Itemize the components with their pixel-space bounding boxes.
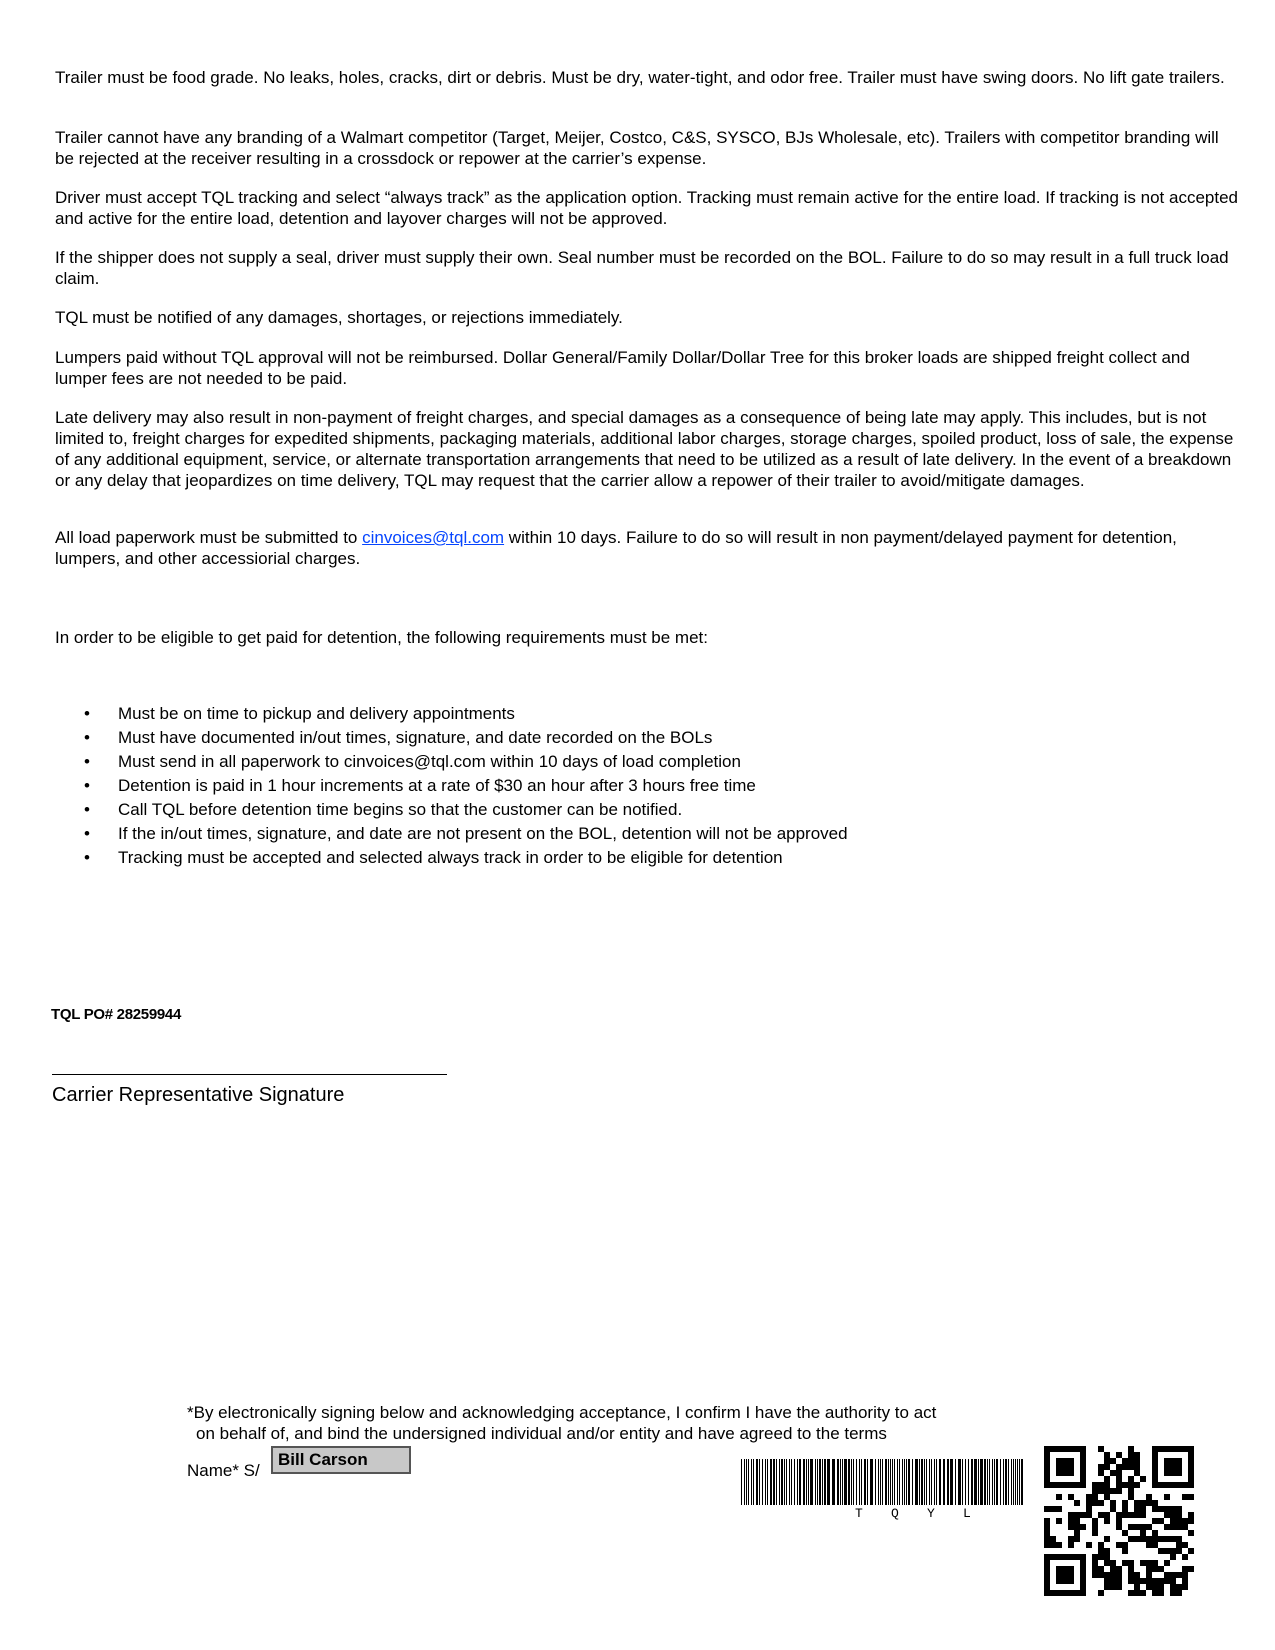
acknowledgement-line-1: *By electronically signing below and acknowledging acceptance, I confirm I have the authority to act: [187, 1403, 937, 1422]
name-label: Name* S/: [187, 1461, 260, 1480]
bullet-icon: •: [84, 824, 90, 843]
list-item-text: Must send in all paperwork to cinvoices@tql.com within 10 days of load completion: [118, 752, 741, 771]
list-item-text: If the in/out times, signature, and date are not present on the BOL, detention will not be approved: [118, 824, 848, 843]
paperwork-paragraph: [55, 527, 1240, 569]
barcode-letter: L: [963, 1506, 971, 1521]
name-signature-field[interactable]: Bill Carson: [271, 1446, 411, 1474]
bullet-icon: •: [84, 800, 90, 819]
detention-requirements-list: [55, 702, 1155, 870]
acknowledgement-text: [187, 1402, 1067, 1444]
bullet-icon: •: [84, 752, 90, 771]
barcode-letter: T: [855, 1506, 863, 1521]
po-number: TQL PO# 28259944: [51, 1006, 182, 1023]
barcode-caption: [855, 1506, 999, 1521]
bullet-icon: •: [84, 728, 90, 747]
list-item: [55, 702, 1155, 726]
seal-paragraph: If the shipper does not supply a seal, driver must supply their own. Seal number must be recorded on the BOL. Failure to do so may result in a full truck load claim.: [55, 248, 1229, 288]
paperwork-text-before: All load paperwork must be submitted to: [55, 528, 358, 547]
trailer-requirements-paragraph: Trailer must be food grade. No leaks, holes, cracks, dirt or debris. Must be dry, water-tight, and odor free. Trailer must have swing doors. No lift gate trailers.: [55, 68, 1225, 87]
barcode-letter: Y: [927, 1506, 935, 1521]
damages-paragraph: TQL must be notified of any damages, shortages, or rejections immediately.: [55, 308, 623, 327]
bullet-icon: •: [84, 704, 90, 723]
list-item: [55, 750, 1155, 774]
list-item: [55, 822, 1155, 846]
barcode-letter: Q: [891, 1506, 899, 1521]
list-item-text: Detention is paid in 1 hour increments at a rate of $30 an hour after 3 hours free time: [118, 776, 756, 795]
signature-line[interactable]: [52, 1074, 447, 1075]
detention-intro: In order to be eligible to get paid for detention, the following requirements must be met:: [55, 628, 708, 647]
invoice-email-link[interactable]: cinvoices@tql.com: [362, 528, 505, 547]
bullet-icon: •: [84, 848, 90, 867]
list-item: [55, 726, 1155, 750]
list-item-text: Tracking must be accepted and selected always track in order to be eligible for detention: [118, 848, 783, 867]
list-item: [55, 846, 1155, 870]
list-item-text: Must have documented in/out times, signature, and date recorded on the BOLs: [118, 728, 713, 747]
list-item: [55, 798, 1155, 822]
signature-caption: Carrier Representative Signature: [52, 1084, 345, 1106]
tracking-paragraph: Driver must accept TQL tracking and select “always track” as the application option. Tracking must remain active for the entire load. If tracking is not accepted and active for the entire load, detention and layover charges will not be approved.: [55, 188, 1238, 228]
paperwork-text-after: within 10 days. Failure to do so will result in non payment/delayed payment for detention, lumpers, and other accessiorial charges.: [55, 528, 1177, 568]
bullet-icon: •: [84, 776, 90, 795]
list-item-text: Call TQL before detention time begins so that the customer can be notified.: [118, 800, 683, 819]
barcode-icon: [741, 1459, 1026, 1539]
late-delivery-paragraph: Late delivery may also result in non-payment of freight charges, and special damages as a consequence of being late may apply. This includes, but is not limited to, freight charges for expedited shipments, packaging materials, additional labor charges, storage charges, spoiled product, loss of sale, the expense of any additional equipment, service, or alternate transportation arrangements that need to be utilized as a result of late delivery. In the event of a breakdown or any delay that jeopardizes on time delivery, TQL may request that the carrier allow a repower of their trailer to avoid/mitigate damages.: [55, 408, 1234, 490]
branding-paragraph: Trailer cannot have any branding of a Walmart competitor (Target, Meijer, Costco, C&S, SYSCO, BJs Wholesale, etc). Trailers with competitor branding will be rejected at the receiver resulting in a crossdock or repower at the carrier’s expense.: [55, 128, 1219, 168]
list-item: [55, 774, 1155, 798]
qr-code-icon: [1044, 1446, 1194, 1596]
list-item-text: Must be on time to pickup and delivery appointments: [118, 704, 515, 723]
acknowledgement-line-2: on behalf of, and bind the undersigned individual and/or entity and have agreed to the terms: [196, 1424, 887, 1443]
lumpers-paragraph: Lumpers paid without TQL approval will not be reimbursed. Dollar General/Family Dollar/Dollar Tree for this broker loads are shipped freight collect and lumper fees are not needed to be paid.: [55, 348, 1190, 388]
